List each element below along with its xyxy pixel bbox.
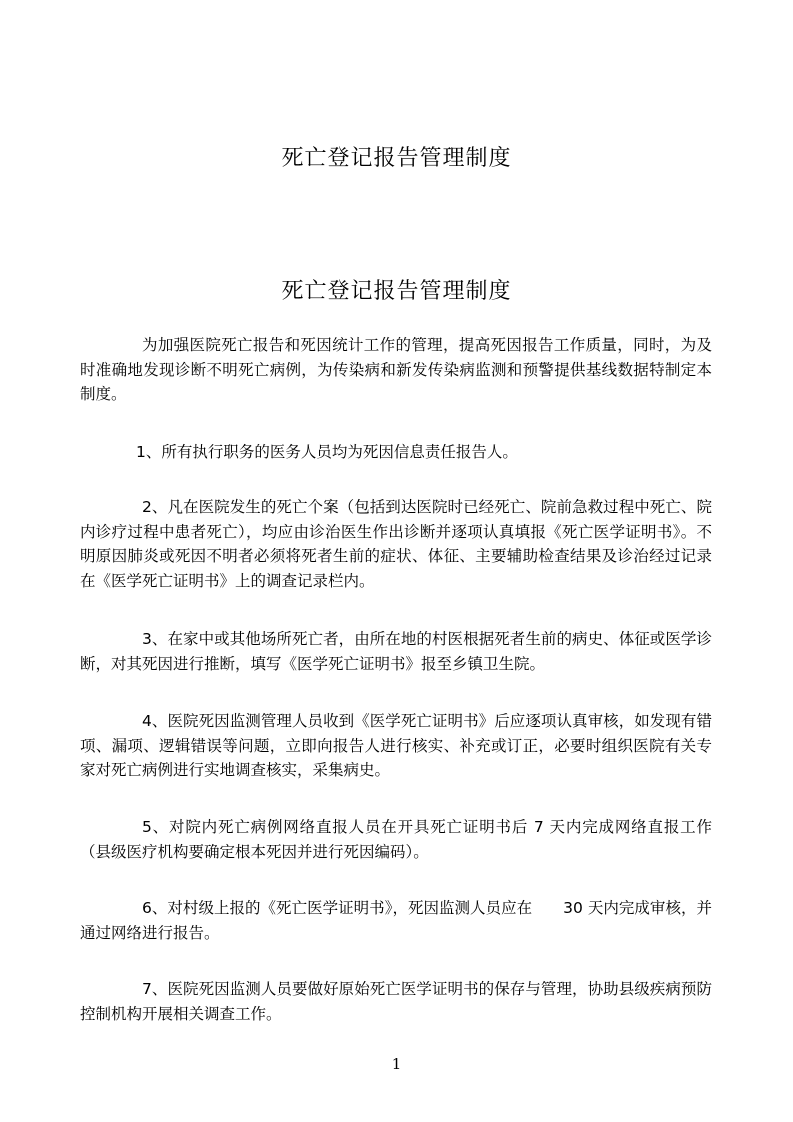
document-title: 死亡登记报告管理制度 (281, 279, 512, 304)
rule-item-6: 6、对村级上报的《死亡医学证明书》，死因监测人员应在 30 天内完成审核，并通过网络进行报告。 (80, 899, 712, 942)
rule-item-5: 5、对院内死亡病例网络直报人员在开具死亡证明书后 7 天内完成网络直报工作（县级医疗机构要确定根本死因并进行死因编码）。 (80, 818, 712, 861)
rule-item-4: 4、医院死因监测管理人员收到《医学死亡证明书》后应逐项认真审核，如发现有错项、漏项、逻辑错误等问题，立即向报告人进行核实、补充或订正，必要时组织医院有关专家对死亡病例进行实地调查核实，采集病史。 (80, 712, 712, 780)
rule-item-2: 2、凡在医院发生的死亡个案（包括到达医院时已经死亡、院前急救过程中死亡、院内诊疗过程中患者死亡），均应由诊治医生作出诊断并逐项认真填报《死亡医学证明书》。不明原因肺炎或死因不明者必须将死者生前的症状、体征、主要辅助检查结果及诊治经过记录在《医学死亡证明书》上的调查记录栏内。 (80, 498, 712, 590)
rule-item-7: 7、医院死因监测人员要做好原始死亡医学证明书的保存与管理，协助县级疾病预防控制机构开展相关调查工作。 (80, 980, 712, 1023)
rule-item-1: 1、所有执行职务的医务人员均为死因信息责任报告人。 (136, 443, 518, 461)
rule-item-3: 3、在家中或其他场所死亡者，由所在地的村医根据死者生前的病史、体征或医学诊断，对其死因进行推断，填写《医学死亡证明书》报至乡镇卫生院。 (80, 630, 712, 673)
intro-paragraph: 为加强医院死亡报告和死因统计工作的管理，提高死因报告工作质量，同时，为及时准确地发现诊断不明死亡病例，为传染病和新发传染病监测和预警提供基线数据特制定本制度。 (80, 336, 712, 404)
document-title-header: 死亡登记报告管理制度 (281, 146, 512, 171)
page-number: 1 (391, 1055, 402, 1073)
